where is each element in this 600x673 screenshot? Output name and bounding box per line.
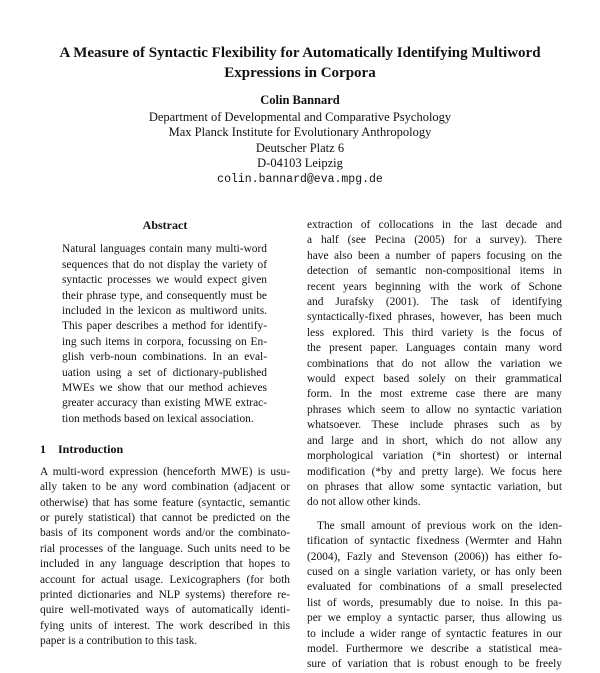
body-line: cused on a single variation variety, or has only been <box>307 565 562 578</box>
body-line: modification (*by and pretty large). We focus here <box>307 465 562 478</box>
abstract-body <box>62 242 267 427</box>
abstract-line: This paper describes a method for identify- <box>62 320 267 333</box>
abstract-line: included in the lexicon as multiword units. <box>62 305 267 318</box>
abstract-line: MWEs we show that our method achieves <box>62 382 267 395</box>
body-line: a half (see Pecina (2005) for a survey). There <box>307 234 562 247</box>
intro-line: rial processes of the language. Such units need to be <box>40 542 290 555</box>
paper-title <box>40 43 560 83</box>
intro-line: basis of its component words and/or the combinato- <box>40 527 290 540</box>
body-line: sure of variation that is robust enough to be freely <box>307 658 562 671</box>
abstract-line: sequences that do not display the variety of <box>62 258 267 271</box>
body-line: detection of semantic non-compositional items in <box>307 265 562 278</box>
intro-line: paper is a contribution to this task. <box>40 635 198 648</box>
body-line: have also been a number of papers focusing on the <box>307 249 562 262</box>
author-block <box>60 93 540 188</box>
body-paragraph <box>307 218 562 511</box>
affiliation-line: Deutscher Platz 6 <box>255 140 345 155</box>
body-line: per we employ a syntactic parser, thus allowing us <box>307 612 562 625</box>
author-name: Colin Bannard <box>260 93 340 107</box>
section-heading-introduction <box>40 442 290 457</box>
intro-line: included in any language description that hopes to <box>40 558 290 571</box>
body-line: whatsoever. These include phrases such as by <box>307 419 562 432</box>
title-line: Expressions in Corpora <box>224 65 376 81</box>
right-column <box>307 218 562 673</box>
intro-line: account for actual usage. Lexicographers (for both <box>40 573 290 586</box>
abstract-line: syntactic processes we would expect given <box>62 274 267 287</box>
introduction-body <box>40 465 290 650</box>
intro-line: or purely statistical) that cannot be predicted on the <box>40 511 290 524</box>
body-line: would expect based solely on their grammatical <box>307 373 562 386</box>
intro-line: ally taken to be any word combination (adjacent or <box>40 481 290 494</box>
section-number: 1 <box>40 442 46 457</box>
intro-line: A multi-word expression (henceforth MWE) is usu- <box>40 465 290 478</box>
body-line: list of words, presumably due to noise. In this pa- <box>307 596 562 609</box>
title-line: A Measure of Syntactic Flexibility for Automatically Identifying Multiword <box>59 45 541 61</box>
affiliation-line: Department of Developmental and Comparative Psychology <box>148 109 452 124</box>
intro-line: quire well-motivated ways of automatically identi- <box>40 604 290 617</box>
abstract-line: tion methods based on lexical association. <box>62 412 254 425</box>
intro-line: fying units of interest. The work described in this <box>40 619 290 632</box>
body-line: morphological variation (*in shortest) or internal <box>307 450 562 463</box>
abstract-line: Natural languages contain many multi-word <box>62 243 267 256</box>
body-line: do not allow other kinds. <box>307 496 421 509</box>
abstract-line: their phrase type, and consequently must be <box>62 289 267 302</box>
body-line: and Jurafsky (2001). The task of identifying <box>307 296 562 309</box>
body-line: tification of syntactic fixedness (Wermter and Hahn <box>307 535 562 548</box>
body-line: and large and in short, which do not allow any <box>307 434 562 447</box>
affiliation-line: D-04103 Leipzig <box>257 156 343 171</box>
abstract-line: ing such items in corpora, focussing on En- <box>62 335 267 348</box>
intro-line: otherwise) that has some feature (syntactic, semantic <box>40 496 290 509</box>
body-line: on phrases that allow some syntactic variation, but <box>307 480 562 493</box>
body-line: evaluated for combinations of a small preselected <box>307 581 562 594</box>
affiliation-line: Max Planck Institute for Evolutionary Anthropology <box>168 125 432 140</box>
body-line: syntactically-fixed phrases, however, has been much <box>307 311 562 324</box>
body-line: The small amount of previous work on the iden- <box>317 519 562 532</box>
body-line: recent years beginning with the work of Schone <box>307 280 562 293</box>
body-line: model. Furthermore we describe a statistical mea- <box>307 642 562 655</box>
intro-line: printed dictionaries and NLP systems) therefore re- <box>40 588 290 601</box>
author-email: colin.bannard@eva.mpg.de <box>217 172 383 186</box>
body-line: combinations that do not allow the variation we <box>307 357 562 370</box>
body-line: (2004), Fazly and Stevenson (2006)) has either fo- <box>307 550 562 563</box>
abstract-heading: Abstract <box>142 218 188 232</box>
body-paragraph <box>307 519 562 673</box>
body-line: to include a wider range of syntactic features in our <box>307 627 562 640</box>
body-line: phrases which seem to allow no syntactic variation <box>307 403 562 416</box>
body-line: less explored. This third variety is the focus of <box>307 326 562 339</box>
paragraph-gap <box>307 511 562 519</box>
body-line: the present paper. Languages contain many word <box>307 342 562 355</box>
section-title: Introduction <box>58 442 124 457</box>
left-column <box>40 218 290 650</box>
body-line: form. In the most extreme case there are many <box>307 388 562 401</box>
abstract-line: glish verb-noun combinations. In an eval- <box>62 351 267 364</box>
body-line: extraction of collocations in the last decade and <box>307 219 562 231</box>
abstract-line: uation using a set of dictionary-published <box>62 366 267 379</box>
abstract-line: greater accuracy than existing MWE extrac- <box>62 397 267 410</box>
